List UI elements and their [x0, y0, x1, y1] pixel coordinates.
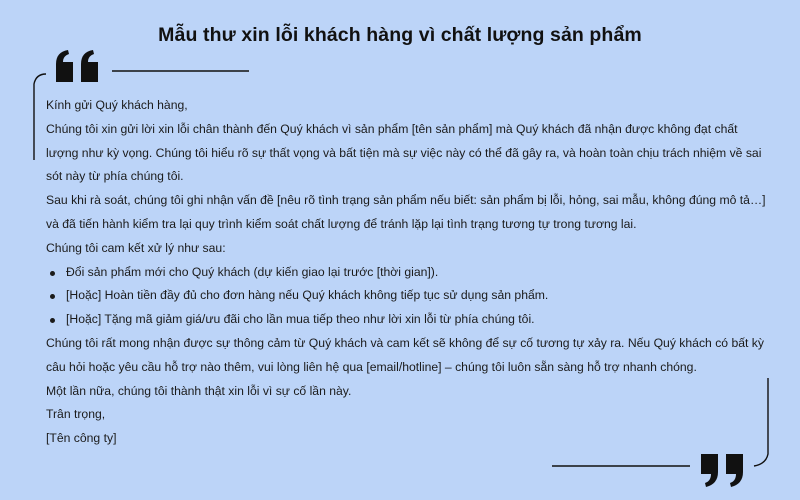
list-item [66, 261, 766, 285]
bullet-icon [50, 318, 55, 323]
greeting: Kính gửi Quý khách hàng, [46, 98, 188, 112]
commitment-text: [Hoặc] Hoàn tiền đầy đủ cho đơn hàng nếu Quý khách không tiếp tục sử dụng sản phẩm. [66, 288, 549, 303]
page-title: Mẫu thư xin lỗi khách hàng vì chất lượng sản phẩm [158, 24, 642, 46]
signature: [Tên công ty] [46, 431, 117, 446]
letter-body [46, 94, 766, 451]
commitment-list [46, 261, 766, 332]
open-quote-icon [54, 48, 104, 86]
issue-paragraph: Sau khi rà soát, chúng tôi ghi nhận vấn đề [nêu rõ tình trạng sản phẩm nếu biết: sản phẩm bị lỗi, hỏng, sai mẫu, không đúng mô tả…] và đã tiến hành kiểm tra lại quy trình kiểm soát chất lượng để tránh lặp lại tình trạng tương tự trong tương lai. [46, 193, 766, 231]
list-item [66, 308, 766, 332]
apology-paragraph: Chúng tôi xin gửi lời xin lỗi chân thành đến Quý khách vì sản phẩm [tên sản phẩm] mà Quý khách đã nhận được không đạt chất lượng như kỳ vọng. Chúng tôi hiểu rõ sự thất vọng và bất tiện mà sự việc này có thể đã gây ra, và hoàn toàn chịu trách nhiệm về sai sót này từ phía chúng tôi. [46, 121, 762, 184]
contact-paragraph: Chúng tôi rất mong nhận được sự thông cảm từ Quý khách và cam kết sẽ không để sự cố tương tự xảy ra. Nếu Quý khách có bất kỳ câu hỏi hoặc yêu cầu hỗ trợ nào thêm, vui lòng liên hệ qua [email/hotline] – chúng tôi luôn sẵn sàng hỗ trợ nhanh chóng. [46, 335, 764, 374]
commitment-text: Đổi sản phẩm mới cho Quý khách (dự kiến giao lại trước [thời gian]). [66, 264, 439, 279]
list-item [66, 284, 766, 308]
commitment-text: [Hoặc] Tặng mã giảm giá/ưu đãi cho lần mua tiếp theo như lời xin lỗi từ phía chúng tôi. [66, 312, 535, 327]
bullet-icon [50, 271, 55, 276]
bullet-icon [50, 294, 55, 299]
closing: Trân trọng, [46, 407, 106, 422]
commitment-intro: Chúng tôi cam kết xử lý như sau: [46, 240, 226, 255]
close-quote-icon [698, 452, 748, 490]
closing-apology: Một lần nữa, chúng tôi thành thật xin lỗi vì sự cố lần này. [46, 383, 352, 398]
